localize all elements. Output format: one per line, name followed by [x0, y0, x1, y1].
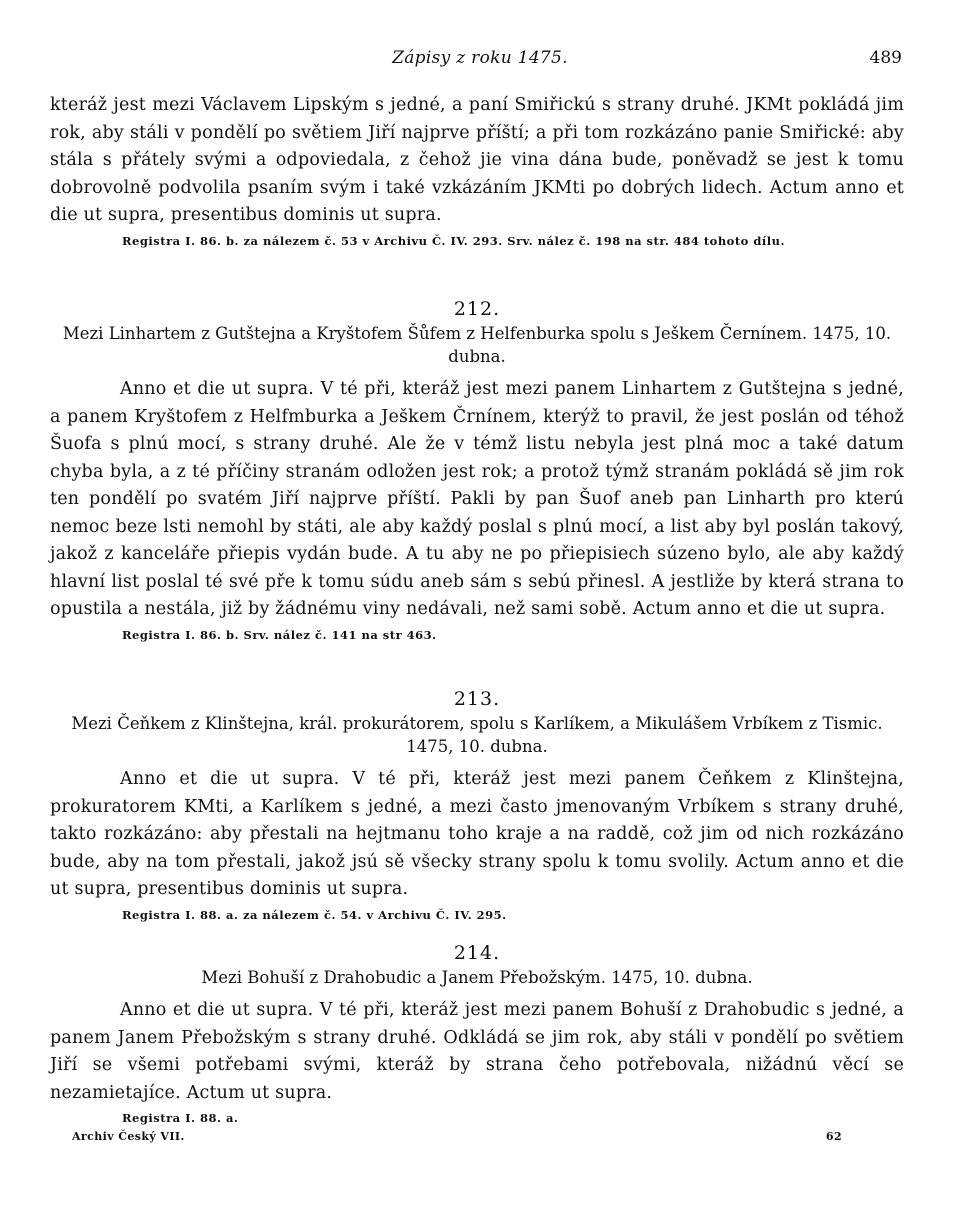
entry-number: 214. [453, 942, 501, 964]
entry-212 [50, 296, 904, 644]
footer-series: Archiv Český VII. [72, 1130, 185, 1143]
footer-signature: 62 [825, 1130, 842, 1143]
page-number: 489 [869, 48, 902, 68]
intro-section [50, 92, 904, 250]
intro-source-note: Registra I. 86. b. za nálezem č. 53 v Archivu Č. IV. 293. Srv. nález č. 198 na str. 484 tohoto dílu. [122, 233, 785, 248]
entry-number: 212. [453, 298, 501, 320]
running-title: Zápisy z roku 1475. [392, 48, 568, 68]
entry-214 [50, 940, 904, 1127]
intro-paragraph: kteráž jest mezi Václavem Lipským s jedné, a paní Smiřickú s strany druhé. JKMt pokládá jim rok, aby stáli v pondělí po světiem Jiří najprve příští; a při tom rozkázáno panie Smiřické: aby stála s přátely svými a odpoviedala, z čehož jie vina dána bude, poněvadž se jest k tomu dobrovolně podvolila psaním svým i také vzkázáním JKMti po dobrých lidech. Actum anno et die ut supra, presentibus dominis ut supra. [50, 95, 904, 225]
entry-number: 213. [453, 688, 501, 710]
running-head [0, 48, 960, 74]
entry-paragraph: Anno et die ut supra. V té při, kteráž jest mezi panem Čeňkem z Klinštejna, prokuratorem KMti, a Karlíkem s jedné, a mezi často jmenovaným Vrbíkem s strany druhé, takto rozkázáno: aby přestali na hejtmanu toho kraje a na raddě, což jim od nich rozkázáno bude, aby na tom přestali, jakož jsú sě všecky strany spolu k tomu svolily. Actum anno et die ut supra, presentibus dominis ut supra. [50, 769, 904, 899]
entry-source-note: Registra I. 88. a. za nálezem č. 54. v Archivu Č. IV. 295. [122, 907, 507, 922]
entry-source-note: Registra I. 88. a. [122, 1111, 239, 1125]
entry-paragraph: Anno et die ut supra. V té při, kteráž jest mezi panem Bohuší z Drahobudic s jedné, a panem Janem Přebožským s strany druhé. Odkládá se jim rok, aby stáli v pondělí po světiem Jiří se všemi potřebami svými, kteráž by strana čeho potřebovala, nižádnú věcí se nezamietajíce. Actum ut supra. [50, 1000, 904, 1103]
entry-heading: Mezi Linhartem z Gutštejna a Kryštofem Šůfem z Helfenburka spolu s Ješkem Černínem. 1475, 10. dubna. [62, 324, 892, 366]
entry-heading: Mezi Čeňkem z Klinštejna, král. prokurátorem, spolu s Karlíkem, a Mikulášem Vrbíkem z Tismic. 1475, 10. dubna. [71, 714, 883, 756]
entry-213 [50, 686, 904, 924]
entry-paragraph: Anno et die ut supra. V té při, kteráž jest mezi panem Linhartem z Gutštejna s jedné, a panem Kryštofem z Helfmburka a Ješkem Črnínem, kterýž to pravil, že jest poslán od téhož Šuofa s plnú mocí, s strany druhé. Ale že v témž listu nebyla jest plná moc a také datum chyba byla, a z té příčiny stranám odložen jest rok; a protož týmž stranám pokládá sě jim rok ten pondělí po svatém Jiří najprve příští. Pakli by pan Šuof aneb pan Linharth pro kterú nemoc beze lsti nemohl by státi, ale aby každý poslal s plnú mocí, a list aby byl poslán takový, jakož z kanceláře přiepis vydán bude. A tu aby ne po přiepisiech súzeno bylo, ale aby každý hlavní list poslal té své pře k tomu súdu aneb sám s sebú přinesl. A jestliže by která strana to opustila a nestála, již by žádnému viny nedávali, než sami sobě. Actum anno et die ut supra. [50, 379, 904, 619]
entry-source-note: Registra I. 86. b. Srv. nález č. 141 na str 463. [122, 627, 437, 642]
entry-heading: Mezi Bohuší z Drahobudic a Janem Přebožským. 1475, 10. dubna. [201, 968, 753, 987]
page-footer [72, 1130, 842, 1150]
